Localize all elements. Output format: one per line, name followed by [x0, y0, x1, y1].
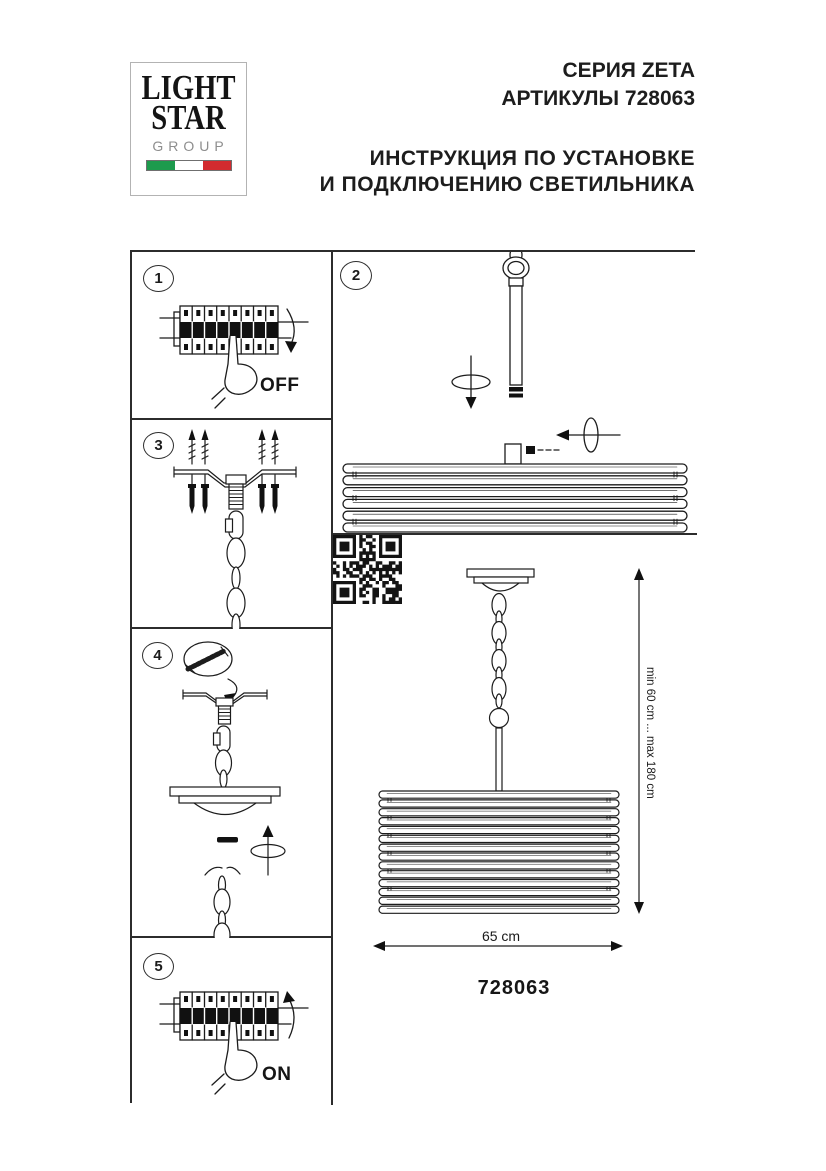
rotate-left-icon — [556, 418, 620, 452]
decorative-ball — [490, 709, 509, 728]
height-dimension-line — [634, 568, 644, 914]
flag-white-stripe — [175, 161, 203, 170]
off-label: OFF — [260, 375, 300, 396]
series-line: СЕРИЯ ZETA — [562, 59, 695, 82]
panel-step-2 — [333, 252, 697, 535]
canopy-assembly-illustration — [132, 629, 333, 938]
canopy — [467, 569, 534, 591]
articles-line: АРТИКУЛЫ 728063 — [501, 87, 695, 110]
step-2-badge: 2 — [340, 261, 372, 290]
article-number: 728063 — [477, 977, 551, 999]
panel-step-3 — [132, 420, 333, 629]
instruction-grid — [130, 250, 695, 1103]
step-3-badge: 3 — [143, 432, 174, 459]
assembled-lamp-illustration — [333, 535, 697, 1105]
step-5-badge: 5 — [143, 953, 174, 980]
panel-dimensions — [333, 535, 697, 1105]
italian-flag-icon — [146, 160, 232, 171]
panel-step-4 — [132, 629, 333, 938]
header-block — [320, 57, 695, 198]
chain-icon — [214, 726, 232, 788]
arrow-up-icon — [289, 999, 294, 1038]
title-line-2: И ПОДКЛЮЧЕНИЮ СВЕТИЛЬНИКА — [319, 173, 695, 196]
screw-icon — [526, 446, 535, 454]
lightstar-logo — [130, 62, 247, 196]
anchor-screws-up — [189, 429, 279, 464]
rotate-up-icon — [251, 825, 285, 875]
set-screw — [217, 837, 238, 843]
shade-fitting — [505, 444, 521, 464]
hanging-rod — [503, 252, 529, 398]
step-1-badge: 1 — [143, 265, 174, 292]
panel-step-5 — [132, 938, 333, 1105]
height-range-label: min 60 cm ... max 180 cm — [644, 667, 656, 799]
diameter-label: 65 cm — [481, 928, 521, 944]
shade-slats — [343, 464, 687, 532]
logo-word-light: LIGHT — [141, 68, 236, 107]
step-4-badge: 4 — [142, 642, 173, 669]
on-label: ON — [262, 1064, 292, 1085]
logo-word-star: STAR — [151, 98, 226, 137]
chain-below-icon — [214, 876, 230, 938]
panel-step-1 — [132, 252, 333, 420]
canopy — [170, 787, 280, 815]
chain-icon — [492, 594, 506, 709]
arrow-down-icon — [287, 309, 294, 344]
rotate-down-icon — [452, 356, 490, 409]
title-line-1: ИНСТРУКЦИЯ ПО УСТАНОВКЕ — [369, 147, 695, 170]
qr-code — [333, 535, 402, 604]
rod-shade-assembly-illustration — [333, 252, 697, 535]
logo-word-group: GROUP — [152, 138, 229, 154]
chain-icon — [226, 511, 246, 629]
flag-green-stripe — [147, 161, 175, 170]
flag-red-stripe — [203, 161, 231, 170]
rod — [496, 728, 502, 791]
shade-slats — [379, 791, 619, 913]
